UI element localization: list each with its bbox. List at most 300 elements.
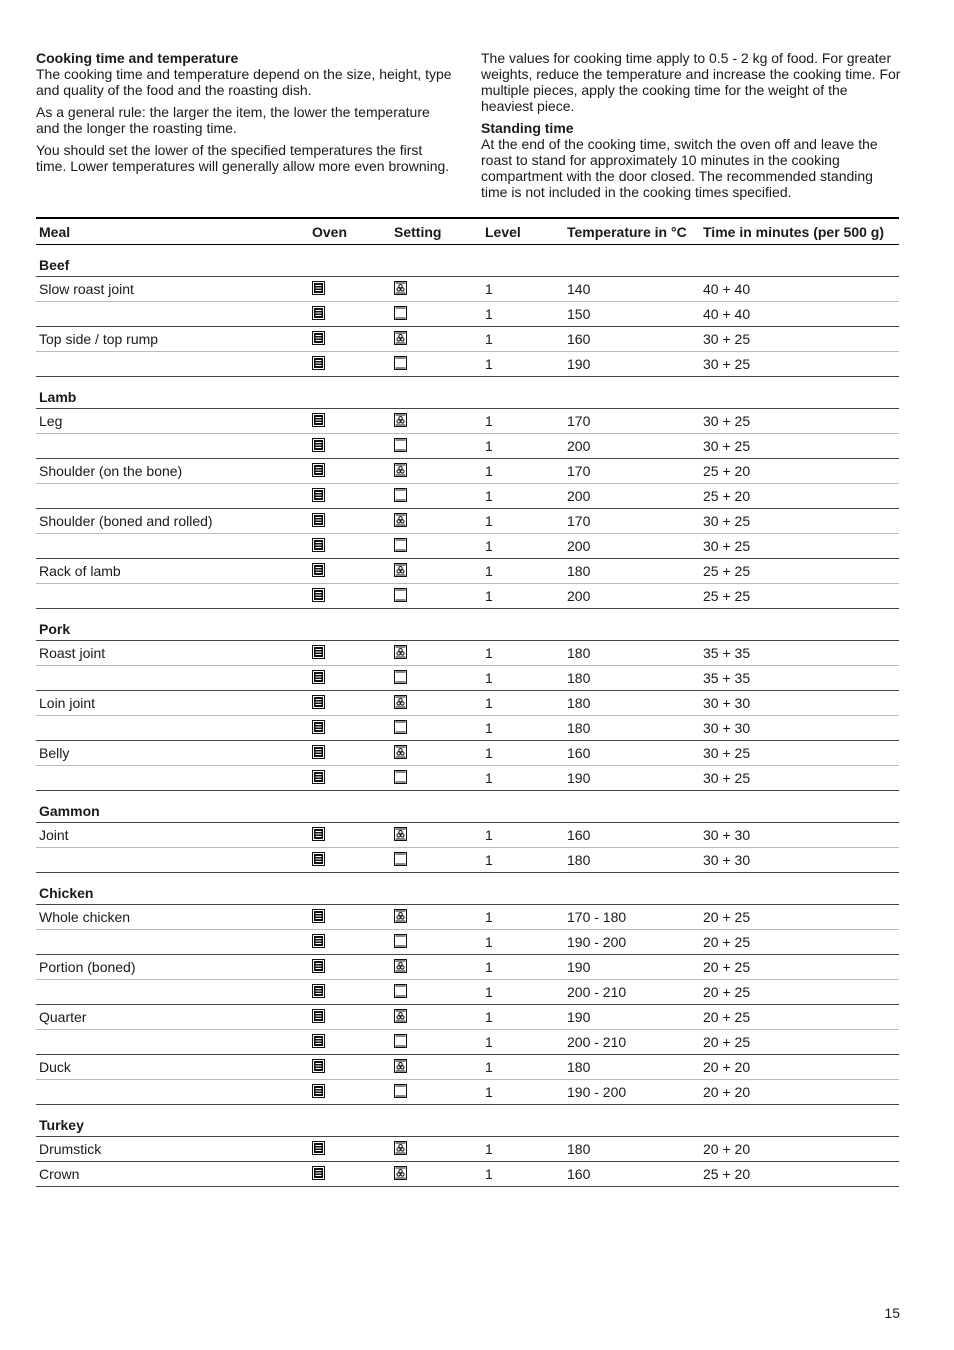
meal-cell [36, 930, 309, 955]
table-row [36, 930, 899, 955]
temperature-cell: 200 [564, 534, 700, 559]
oven-cell [309, 716, 391, 741]
time-cell: 30 + 25 [700, 741, 899, 766]
circotherm-fan-icon [394, 1141, 407, 1158]
circotherm-fan-icon [394, 909, 407, 926]
setting-cell [391, 930, 482, 955]
setting-cell [391, 691, 482, 716]
time-cell: 20 + 20 [700, 1137, 899, 1162]
oven-icon [312, 588, 325, 605]
meal-cell: Belly [36, 741, 309, 766]
header-meal: Meal [36, 218, 309, 245]
oven-cell [309, 1055, 391, 1080]
top-bottom-heat-icon [394, 852, 407, 869]
oven-cell [309, 302, 391, 327]
setting-cell [391, 484, 482, 509]
level-cell: 1 [482, 641, 564, 666]
setting-cell [391, 1080, 482, 1105]
setting-cell [391, 766, 482, 791]
circotherm-fan-icon [394, 1059, 407, 1076]
setting-cell [391, 955, 482, 980]
oven-cell [309, 641, 391, 666]
intro-right-column [481, 50, 901, 206]
top-bottom-heat-icon [394, 538, 407, 555]
section-title: Chicken [36, 873, 899, 905]
top-bottom-heat-icon [394, 488, 407, 505]
section-title: Turkey [36, 1105, 899, 1137]
table-row [36, 534, 899, 559]
level-cell: 1 [482, 1005, 564, 1030]
oven-cell [309, 666, 391, 691]
level-cell: 1 [482, 302, 564, 327]
header-oven: Oven [309, 218, 391, 245]
temperature-cell: 170 [564, 509, 700, 534]
oven-icon [312, 1166, 325, 1183]
temperature-cell: 170 [564, 409, 700, 434]
oven-cell [309, 955, 391, 980]
time-cell: 30 + 25 [700, 327, 899, 352]
meal-cell [36, 484, 309, 509]
intro-left-column [36, 50, 456, 180]
temperature-cell: 160 [564, 741, 700, 766]
meal-cell: Top side / top rump [36, 327, 309, 352]
meal-cell: Loin joint [36, 691, 309, 716]
temperature-cell: 180 [564, 641, 700, 666]
time-cell: 30 + 30 [700, 716, 899, 741]
level-cell: 1 [482, 955, 564, 980]
meal-cell: Drumstick [36, 1137, 309, 1162]
oven-cell [309, 509, 391, 534]
temperature-cell: 180 [564, 691, 700, 716]
oven-cell [309, 1005, 391, 1030]
table-row [36, 641, 899, 666]
time-cell: 20 + 20 [700, 1055, 899, 1080]
time-cell: 25 + 20 [700, 1162, 899, 1187]
table-row [36, 741, 899, 766]
level-cell: 1 [482, 691, 564, 716]
temperature-cell: 190 [564, 1005, 700, 1030]
header-level: Level [482, 218, 564, 245]
oven-cell [309, 534, 391, 559]
top-bottom-heat-icon [394, 1034, 407, 1051]
oven-cell [309, 1080, 391, 1105]
meal-cell: Whole chicken [36, 905, 309, 930]
top-bottom-heat-icon [394, 934, 407, 951]
oven-icon [312, 463, 325, 480]
table-row [36, 559, 899, 584]
level-cell: 1 [482, 1030, 564, 1055]
time-cell: 30 + 30 [700, 848, 899, 873]
table-row [36, 584, 899, 609]
temperature-cell: 180 [564, 848, 700, 873]
time-cell: 30 + 25 [700, 509, 899, 534]
meal-cell: Shoulder (on the bone) [36, 459, 309, 484]
section-title: Beef [36, 245, 899, 277]
cooking-time-heading: Cooking time and temperature [36, 50, 239, 66]
level-cell: 1 [482, 741, 564, 766]
table-row [36, 716, 899, 741]
setting-cell [391, 980, 482, 1005]
top-bottom-heat-icon [394, 1084, 407, 1101]
section-row [36, 1105, 899, 1137]
time-cell: 40 + 40 [700, 302, 899, 327]
setting-cell [391, 409, 482, 434]
table-header-row [36, 218, 899, 245]
circotherm-fan-icon [394, 1166, 407, 1183]
oven-icon [312, 770, 325, 787]
table-row [36, 484, 899, 509]
level-cell: 1 [482, 459, 564, 484]
section-row [36, 791, 899, 823]
circotherm-fan-icon [394, 1009, 407, 1026]
standing-time-paragraph: At the end of the cooking time, switch the oven off and leave the roast to stand for approximately 10 minutes in the cooking compartment with the door closed. The recommended standing time is not included in the cooking times specified. [481, 136, 878, 200]
temperature-cell: 180 [564, 559, 700, 584]
temperature-cell: 170 - 180 [564, 905, 700, 930]
oven-cell [309, 584, 391, 609]
time-cell: 40 + 40 [700, 277, 899, 302]
oven-cell [309, 766, 391, 791]
oven-cell [309, 409, 391, 434]
meal-cell: Crown [36, 1162, 309, 1187]
setting-cell [391, 666, 482, 691]
oven-icon [312, 331, 325, 348]
circotherm-fan-icon [394, 281, 407, 298]
time-cell: 30 + 25 [700, 434, 899, 459]
level-cell: 1 [482, 1055, 564, 1080]
level-cell: 1 [482, 1162, 564, 1187]
level-cell: 1 [482, 905, 564, 930]
oven-icon [312, 563, 325, 580]
table-row [36, 509, 899, 534]
table-row [36, 434, 899, 459]
meal-cell: Shoulder (boned and rolled) [36, 509, 309, 534]
temperature-cell: 200 - 210 [564, 1030, 700, 1055]
setting-cell [391, 434, 482, 459]
setting-cell [391, 1137, 482, 1162]
oven-icon [312, 1009, 325, 1026]
oven-cell [309, 1162, 391, 1187]
level-cell: 1 [482, 930, 564, 955]
oven-icon [312, 513, 325, 530]
temperature-cell: 170 [564, 459, 700, 484]
temperature-cell: 180 [564, 716, 700, 741]
setting-cell [391, 302, 482, 327]
level-cell: 1 [482, 559, 564, 584]
level-cell: 1 [482, 277, 564, 302]
setting-cell [391, 1005, 482, 1030]
table-row [36, 905, 899, 930]
oven-icon [312, 538, 325, 555]
header-temperature: Temperature in °C [564, 218, 700, 245]
page-number: 15 [884, 1305, 900, 1321]
time-cell: 20 + 25 [700, 1030, 899, 1055]
time-cell: 25 + 25 [700, 559, 899, 584]
temperature-cell: 190 [564, 766, 700, 791]
table-row [36, 848, 899, 873]
oven-cell [309, 741, 391, 766]
meal-cell [36, 352, 309, 377]
level-cell: 1 [482, 584, 564, 609]
section-title: Lamb [36, 377, 899, 409]
oven-cell [309, 484, 391, 509]
oven-icon [312, 745, 325, 762]
time-cell: 20 + 25 [700, 930, 899, 955]
temperature-cell: 160 [564, 823, 700, 848]
level-cell: 1 [482, 509, 564, 534]
level-cell: 1 [482, 823, 564, 848]
oven-icon [312, 645, 325, 662]
setting-cell [391, 1030, 482, 1055]
table-row [36, 666, 899, 691]
oven-icon [312, 1084, 325, 1101]
meal-cell [36, 666, 309, 691]
meal-cell [36, 716, 309, 741]
oven-icon [312, 438, 325, 455]
time-cell: 20 + 25 [700, 905, 899, 930]
level-cell: 1 [482, 409, 564, 434]
level-cell: 1 [482, 848, 564, 873]
table-row [36, 823, 899, 848]
oven-icon [312, 909, 325, 926]
circotherm-fan-icon [394, 695, 407, 712]
table-row [36, 302, 899, 327]
oven-icon [312, 852, 325, 869]
meal-cell: Slow roast joint [36, 277, 309, 302]
table-row [36, 409, 899, 434]
header-time: Time in minutes (per 500 g) [700, 218, 899, 245]
oven-cell [309, 691, 391, 716]
top-bottom-heat-icon [394, 306, 407, 323]
circotherm-fan-icon [394, 563, 407, 580]
circotherm-fan-icon [394, 331, 407, 348]
level-cell: 1 [482, 1137, 564, 1162]
table-row [36, 980, 899, 1005]
level-cell: 1 [482, 534, 564, 559]
setting-cell [391, 559, 482, 584]
setting-cell [391, 277, 482, 302]
temperature-cell: 190 - 200 [564, 930, 700, 955]
oven-icon [312, 306, 325, 323]
setting-cell [391, 459, 482, 484]
time-cell: 30 + 30 [700, 823, 899, 848]
table-row [36, 1005, 899, 1030]
temperature-cell: 200 [564, 484, 700, 509]
circotherm-fan-icon [394, 513, 407, 530]
oven-icon [312, 488, 325, 505]
oven-cell [309, 559, 391, 584]
temperature-cell: 190 [564, 955, 700, 980]
setting-cell [391, 823, 482, 848]
oven-cell [309, 848, 391, 873]
oven-cell [309, 1137, 391, 1162]
table-row [36, 277, 899, 302]
section-row [36, 609, 899, 641]
level-cell: 1 [482, 766, 564, 791]
temperature-cell: 180 [564, 1137, 700, 1162]
oven-cell [309, 905, 391, 930]
oven-cell [309, 434, 391, 459]
level-cell: 1 [482, 484, 564, 509]
time-cell: 20 + 25 [700, 955, 899, 980]
top-bottom-heat-icon [394, 670, 407, 687]
intro-paragraph: You should set the lower of the specified temperatures the first time. Lower temperatures will generally allow more even browning. [36, 142, 450, 174]
oven-icon [312, 1059, 325, 1076]
level-cell: 1 [482, 434, 564, 459]
oven-icon [312, 695, 325, 712]
meal-cell [36, 980, 309, 1005]
meal-cell [36, 1030, 309, 1055]
circotherm-fan-icon [394, 463, 407, 480]
temperature-cell: 150 [564, 302, 700, 327]
temperature-cell: 200 [564, 434, 700, 459]
oven-cell [309, 823, 391, 848]
circotherm-fan-icon [394, 413, 407, 430]
meal-cell: Leg [36, 409, 309, 434]
circotherm-fan-icon [394, 959, 407, 976]
oven-cell [309, 1030, 391, 1055]
time-cell: 35 + 35 [700, 641, 899, 666]
time-cell: 30 + 25 [700, 766, 899, 791]
oven-icon [312, 670, 325, 687]
oven-cell [309, 930, 391, 955]
table-row [36, 955, 899, 980]
oven-icon [312, 934, 325, 951]
circotherm-fan-icon [394, 645, 407, 662]
table-row [36, 1080, 899, 1105]
section-title: Pork [36, 609, 899, 641]
setting-cell [391, 1162, 482, 1187]
header-setting: Setting [391, 218, 482, 245]
time-cell: 20 + 25 [700, 1005, 899, 1030]
table-row [36, 352, 899, 377]
intro-paragraph: The values for cooking time apply to 0.5 - 2 kg of food. For greater weights, reduce the temperature and increase the cooking time. For multiple pieces, apply the cooking time for the weight of the heaviest piece. [481, 50, 901, 114]
intro-paragraph: As a general rule: the larger the item, the lower the temperature and the longer the roasting time. [36, 104, 430, 136]
time-cell: 30 + 25 [700, 352, 899, 377]
level-cell: 1 [482, 716, 564, 741]
meal-cell: Joint [36, 823, 309, 848]
oven-icon [312, 1141, 325, 1158]
level-cell: 1 [482, 666, 564, 691]
temperature-cell: 140 [564, 277, 700, 302]
level-cell: 1 [482, 352, 564, 377]
top-bottom-heat-icon [394, 770, 407, 787]
standing-time-heading: Standing time [481, 120, 574, 136]
cooking-table [36, 217, 899, 1187]
meal-cell [36, 848, 309, 873]
meal-cell [36, 434, 309, 459]
top-bottom-heat-icon [394, 356, 407, 373]
temperature-cell: 180 [564, 1055, 700, 1080]
time-cell: 25 + 25 [700, 584, 899, 609]
time-cell: 25 + 20 [700, 484, 899, 509]
temperature-cell: 190 - 200 [564, 1080, 700, 1105]
top-bottom-heat-icon [394, 438, 407, 455]
oven-icon [312, 281, 325, 298]
oven-icon [312, 827, 325, 844]
table-row [36, 1030, 899, 1055]
oven-icon [312, 413, 325, 430]
oven-cell [309, 277, 391, 302]
table-row [36, 1162, 899, 1187]
time-cell: 25 + 20 [700, 459, 899, 484]
temperature-cell: 160 [564, 1162, 700, 1187]
setting-cell [391, 352, 482, 377]
oven-cell [309, 327, 391, 352]
oven-cell [309, 352, 391, 377]
table-row [36, 766, 899, 791]
setting-cell [391, 327, 482, 352]
section-row [36, 873, 899, 905]
time-cell: 30 + 25 [700, 534, 899, 559]
top-bottom-heat-icon [394, 984, 407, 1001]
temperature-cell: 180 [564, 666, 700, 691]
meal-cell: Quarter [36, 1005, 309, 1030]
section-row [36, 377, 899, 409]
temperature-cell: 200 [564, 584, 700, 609]
level-cell: 1 [482, 1080, 564, 1105]
setting-cell [391, 584, 482, 609]
time-cell: 30 + 25 [700, 409, 899, 434]
meal-cell: Rack of lamb [36, 559, 309, 584]
oven-icon [312, 984, 325, 1001]
oven-cell [309, 459, 391, 484]
meal-cell [36, 1080, 309, 1105]
meal-cell [36, 302, 309, 327]
setting-cell [391, 741, 482, 766]
table-body [36, 245, 899, 1187]
section-row [36, 245, 899, 277]
time-cell: 20 + 25 [700, 980, 899, 1005]
top-bottom-heat-icon [394, 720, 407, 737]
meal-cell [36, 584, 309, 609]
table-row [36, 1137, 899, 1162]
level-cell: 1 [482, 327, 564, 352]
meal-cell [36, 766, 309, 791]
circotherm-fan-icon [394, 745, 407, 762]
setting-cell [391, 641, 482, 666]
meal-cell [36, 534, 309, 559]
time-cell: 20 + 20 [700, 1080, 899, 1105]
oven-icon [312, 356, 325, 373]
setting-cell [391, 534, 482, 559]
time-cell: 35 + 35 [700, 666, 899, 691]
temperature-cell: 160 [564, 327, 700, 352]
oven-icon [312, 959, 325, 976]
section-title: Gammon [36, 791, 899, 823]
intro-paragraph: The cooking time and temperature depend on the size, height, type and quality of the food and the roasting dish. [36, 66, 452, 98]
setting-cell [391, 848, 482, 873]
oven-icon [312, 1034, 325, 1051]
setting-cell [391, 1055, 482, 1080]
circotherm-fan-icon [394, 827, 407, 844]
meal-cell: Duck [36, 1055, 309, 1080]
setting-cell [391, 716, 482, 741]
meal-cell: Roast joint [36, 641, 309, 666]
level-cell: 1 [482, 980, 564, 1005]
temperature-cell: 200 - 210 [564, 980, 700, 1005]
oven-icon [312, 720, 325, 737]
table-row [36, 1055, 899, 1080]
table-row [36, 327, 899, 352]
setting-cell [391, 509, 482, 534]
temperature-cell: 190 [564, 352, 700, 377]
top-bottom-heat-icon [394, 588, 407, 605]
meal-cell: Portion (boned) [36, 955, 309, 980]
table-row [36, 459, 899, 484]
time-cell: 30 + 30 [700, 691, 899, 716]
oven-cell [309, 980, 391, 1005]
table-row [36, 691, 899, 716]
